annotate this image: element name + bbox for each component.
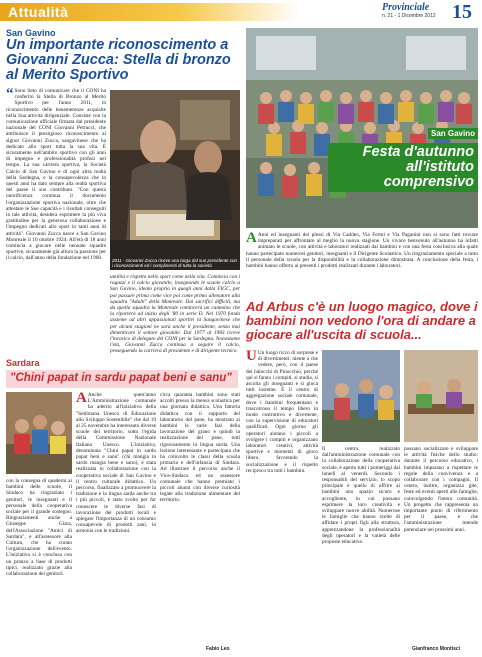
kids-table-photo [404, 350, 478, 442]
article3-title-overlay [328, 123, 478, 192]
issue-info: n. 21 - 1 Dicembre 2012 [382, 13, 436, 19]
article2-col1: A Anche quest'anno L'Amministrazione comunale ha aderito all'iniziativa della "Settimana Unesco di Educazione allo Sviluppo Sostenibile" che dal 19 al 25 novembre ha interessato diverse scuole del territorio, sotto l'egida della Commissione Nazionale Italiana Unesco. L'iniziativa, denominata "Chini papat in sardu papat beni e sanu" (chi mangia in sardo mangia bene e sano), è stata realizzata in collaborazione con la cooperativa sociale di San Gavino e il centro culturale didattico. Un percorso, finalizzato a promuovere la tradizione e la lingua sarda anche tra i più piccoli, è stato svolto per far conoscere le diverse fasi di lavorazione dei prodotti locali e spiegare l'importanza di un consumo consapevole di prodotti sani, in armonia con le tradizioni. [76, 392, 156, 535]
article4-signature: Gianfranco Montisci [412, 646, 461, 652]
article2-signature: Fabio Leo [206, 646, 230, 652]
dropcap: U [246, 350, 257, 364]
page-header [0, 0, 482, 24]
article4-col3: possano socializzare e sviluppare le attività fisiche dello studio: durante il percorso educativo, i bambini imparano a rispettare le regole della convivenza e a collaborare con i compagni. Il centro, inoltre, organizza gite, feste ed eventi aperti alle famiglie, coinvolgendo l'intera comunità. Un progetto che rappresenta un importante punto di riferimento per il paese, e che l'amministrazione intende potenziare nei prossimi anni. [404, 446, 478, 533]
article2-col2: circa quaranta bambini sono stati accolti presso la mensa scolastica per una giornata didattica. Una fattoria didattica con il supporto del laboratorio del pane, ha mostrato ai bambini le varie fasi della lavorazione del grano e quindi la realizzazione del pane, tutti rigorosamente in lingua sarda. Una lezione interessante e partecipata che ha coinvolto le classi della scuola primaria e dell'infanzia di Sardara. Ad illustrare il percorso anche il Vice-Sindaco ed un assessore comunale che hanno premiato i piccoli alunni con diverse curiosità legate alla tradizione alimentare del territorio. [160, 392, 240, 504]
article4-col2: Il centro, realizzato dall'amministrazione comunale con la collaborazione della cooperativa sociale, è aperto tutti i pomeriggi dal lunedì al venerdì. Secondo i responsabili del servizio, lo scopo principale è quello di offrire ai bambini uno spazio sicuro e accogliente, in cui possano esprimere la loro creatività e sviluppare nuove abilità. Numerose le famiglie che hanno scelto di affidare i propri figli alla struttura, apprezzandone la professionalità degli operatori e la varietà delle proposte educative. [322, 446, 400, 546]
article3-location: San Gavino [428, 128, 478, 139]
article1-col2: umilità e rispetto nello sport come nella vita. Comincia con i ragazzi e il calcio giovanile, insegnando le scuole calcio a San Gavino, ideato proprio in quegli anni dalla FIGC, per poi passare prima come vice poi come primo allenatore alla squadra "Adulti" della Monreale. Dai sacrifici difficili, ma da quella squadra la Monreale comincerà un cammino che la riporterà ad inizio degli '80 in serie D. Nel 1970 fonda assieme ad altri appassionati sportivi la Sangavinese che per alcuni stagioni ne sarà anche il presidente, senza mai dimenticare il settore giovanile. Dal 1977 al 1983 riceve l'incarico di delegato del CONI per la Sardegna. Nonostante l'età, Giovanni Zucca continua a seguire il calcio, proseguendo la carriera di presidente e di dirigente tecnico. [110, 274, 240, 354]
article4-photo-2 [404, 350, 478, 442]
article3-text: A Anni ed insegnanti dei plessi di Via Caddeo, Via Fermi e Via Paganini non si sono fatti trovare impreparati per affrontare al meglio la nuova stagione. Un vivace benvenuto all'autunno ha infatti animato le scuole, con attività e laboratori realizzati dai bambini e con una festa conclusiva alla quale hanno partecipato numerosi genitori, insegnanti e il Dirigente Scolastico. Un ringraziamento speciale a tutto il personale della scuola per la disponibilità e la collaborazione dimostrata. A conclusione della festa, i bambini hanno offerto ai presenti i prodotti realizzati durante i laboratori. [246, 232, 478, 270]
children-photo [6, 392, 72, 474]
article2-photo [6, 392, 72, 474]
article4-headline: Ad Arbus c'è un luogo magico, dove i bambini non vedono l'ora di andare a giocare all'uscita di scuola... [246, 299, 478, 342]
newspaper-brand: Provinciale [382, 2, 430, 13]
section-title: Attualità [8, 4, 69, 20]
dropcap: “ [6, 88, 14, 102]
article3-headline: Festa d'autunno all'istituto comprensivo [328, 143, 478, 192]
dropcap: A [246, 232, 257, 246]
dropcap: A [76, 392, 87, 406]
kids-playing-photo [322, 350, 400, 442]
article1-photo [110, 90, 240, 270]
article1-col1: “ Sono lieto di comunicare che il CONI ha conferito la Stella di Bronzo al Merito Sportivo per l'anno 2011, in riconoscimento delle benemerenze acquisite nella Sua attività dirigenziale. Consiste con la comunicazione ufficiale firmata dal presidente nazionale del CONI Giovanni Petrucci, che attribuisce il prestigioso riconoscimento al signor Giovanni Zucca, sangavinese che ha dedicato allo sport tutta la sua vita. È sicuramente nell'ambito sportivo con gli anni di impegno e professionalità profusi nel tempo. La sua carriera sportiva, la Società Calcio di San Gavino e di ogni altra realtà della Sardegna, e la consapevolezza che in questi anni ha dato sempre alla realtà sportiva del paese il suo contributo. "Con questa onorificenza continua il documento l'organizzazione sportiva nazionale, oltre che attestare le Sue capacità e i risultati conseguiti in tale attività, desidera esprimere la più viva gratitudine per la generosa collaborazione e l'impegno dedicati allo sport in tanti anni di attività". Giovanni Zucca nasce a San Gavino Monreale il 10 ottobre 1924. All'età di 18 anni comincia a giocare nelle neonate squadre sportive, sicuramente già allora la passione per il calcio, dall'anno della fondazione nel 1968. [6, 88, 106, 262]
article4-col1: U Un luogo ricco di sorprese e di divertimenti: niente a che vedere, però, con il paese dei balocchi di Pinocchio, perché qui si fanno i compiti, si studia, si ascolta gli insegnanti e si gioca tutti insieme. È il centro di aggregazione sociale comunale, dove i bambini frequentano e trascorrono il tempo libero in modo costruttivo e divertente, con la supervisione di educatori qualificati. Ogni giorno gli operatori aiutano i piccoli a svolgere i compiti e organizzano laboratori creativi, attività sportive e momenti di gioco libero, favorendo la socializzazione e il rispetto reciproco tra tutti i bambini. [246, 350, 318, 474]
article1-caption: 2011 - Giovanni Zucca riceve una targa dal suo presidente con i riconoscimenti ed i complimenti di tutta la società [112, 258, 237, 269]
article4-photo-1 [322, 350, 400, 442]
article2-col3: con la consegna di quaderni ai bambini delle scuole, il Sindaco ha ringraziato i genitori, le insegnanti e il personale della cooperativa sociale per il grande sostegno. Ringraziamenti anche a Giuseppe Giara, dell'Associazione "Amici di Sardara", e all'assessore alla Cultura, che ha curato l'organizzazione dell'evento. L'iniziativa si è conclusa con un pranzo a base di prodotti tipici, realizzato grazie alla collaborazione dei genitori. [6, 478, 72, 578]
article2-location: Sardara [6, 358, 40, 368]
article2-headline: "Chini papat in sardu papat beni e sanu" [6, 370, 238, 388]
portrait-photo [110, 90, 240, 270]
article1-location: San Gavino [6, 28, 56, 38]
article1-headline: Un importante riconoscimento a Giovanni Zucca: Stella di bronzo al Merito Sportivo [6, 37, 231, 83]
page-number: 15 [452, 1, 472, 23]
